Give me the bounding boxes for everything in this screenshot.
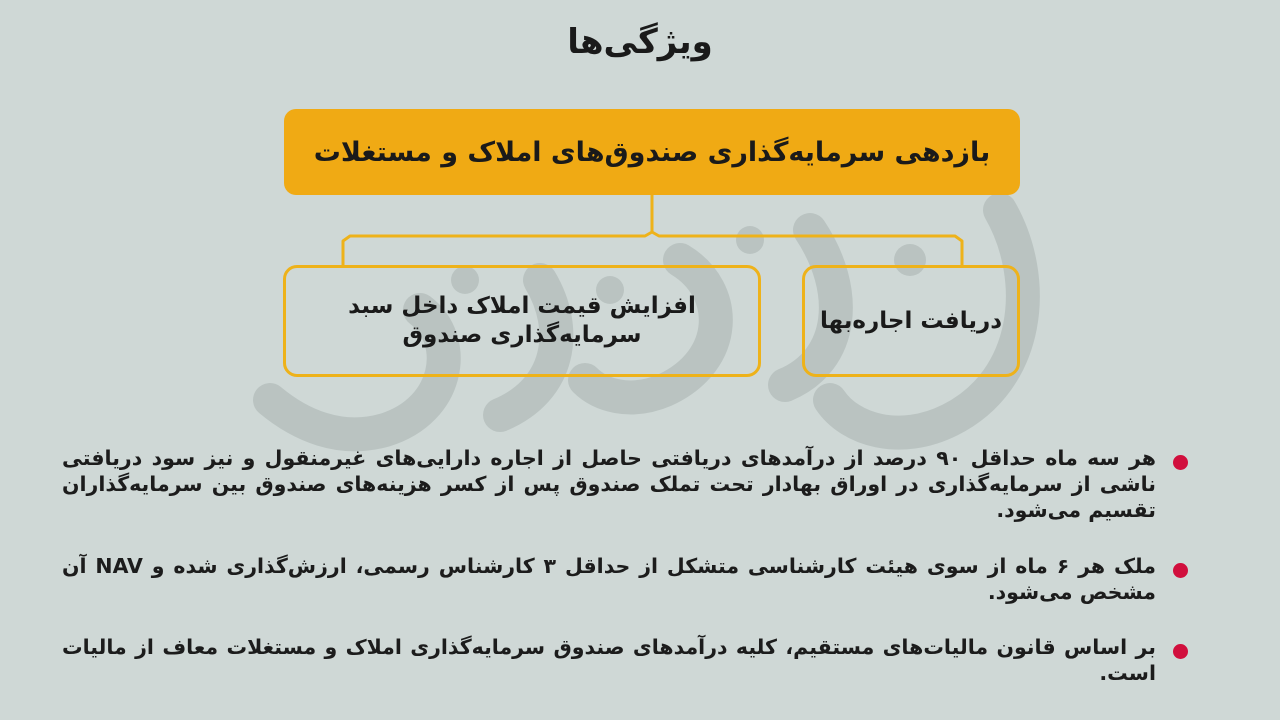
child-box-rent [802,265,1020,377]
bullet-dot-icon [1173,455,1188,470]
bullet-text: ملک هر ۶ ماه از سوی هیئت کارشناسی متشکل از حداقل ۳ کارشناس رسمی، ارزش‌گذاری شده و NAV آن مشخص می‌شود. [62,553,1156,604]
main-topic-box [284,109,1020,195]
bullet-list [62,445,1190,716]
bullet-item [62,634,1190,686]
bullet-text: هر سه ماه حداقل ۹۰ درصد از درآمدهای دریافتی حاصل از اجاره دارایی‌های غیرمنقول و نیز سود دریافتی ناشی از سرمایه‌گذاری در اوراق بهادار تحت تملک صندوق پس از کسر هزینه‌های صندوق بین سرمایه‌گذاران تقسیم می‌شود. [62,446,1156,523]
page-title: ویژگی‌ها [567,22,713,62]
bullet-item [62,553,1190,605]
child-label-rent: دریافت اجاره‌بها [819,307,1003,334]
bullet-dot-icon [1173,644,1188,659]
main-topic-label: بازدهی سرمایه‌گذاری صندوق‌های املاک و مستغلات [313,136,991,168]
bullet-item [62,445,1190,524]
child-label-price-increase: افزایش قیمت املاک داخل سبد سرمایه‌گذاری صندوق [348,293,696,348]
bullet-text: بر اساس قانون مالیات‌های مستقیم، کلیه درآمدهای صندوق سرمایه‌گذاری املاک و مستغلات معاف از مالیات است. [62,635,1156,686]
bullet-dot-icon [1173,563,1188,578]
child-box-price-increase [283,265,761,377]
